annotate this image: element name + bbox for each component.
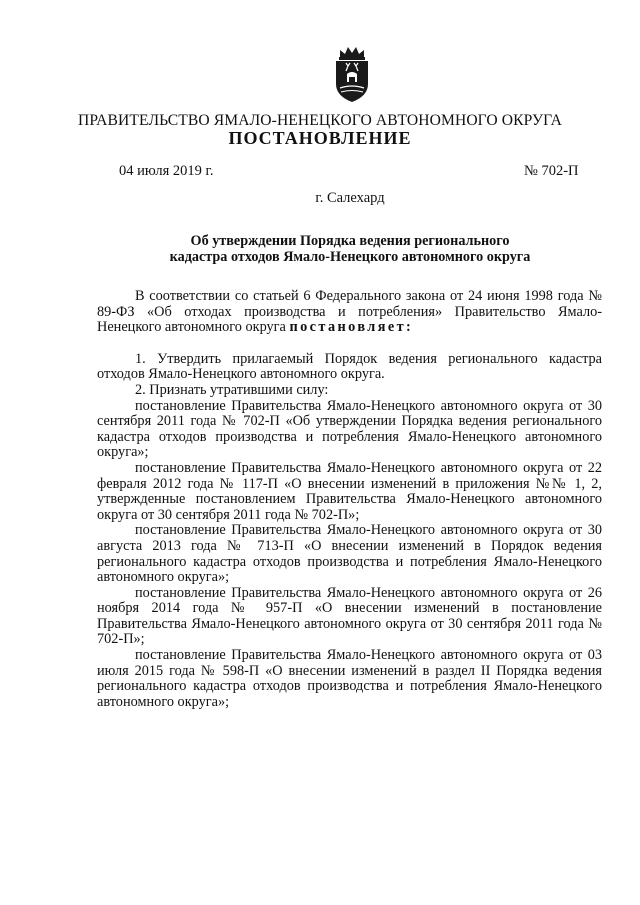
repealed-decree-3: постановление Правительства Ямало-Ненецкого автономного округа от 30 августа 2013 года № 713-П «О внесении изменений в Порядок ведения регионального кадастра отходов производства и потребления Ямало-Ненецкого автономного округа»; <box>97 522 602 586</box>
repealed-decree-2: постановление Правительства Ямало-Ненецкого автономного округа от 22 февраля 2012 года № 117-П «О внесении изменений в приложения №№ 1, 2, утвержденные постановлением Правительства Ямало-Ненецкого автономного округа от 30 сентября 2011 года № 702-П»; <box>97 459 602 523</box>
document-number: № 702-П <box>524 163 579 179</box>
preamble-paragraph <box>97 289 602 336</box>
repealed-decree-5: постановление Правительства Ямало-Ненецкого автономного округа от 03 июля 2015 года № 598-П «О внесении изменений в раздел II Порядка ведения регионального кадастра отходов производства и потребления Ямало-Ненецкого автономного округа»; <box>97 647 602 710</box>
document-city: г. Салехард <box>315 190 385 206</box>
title-line-2: кадастра отходов Ямало-Ненецкого автономного округа <box>169 249 531 265</box>
title-line-1: Об утверждении Порядка ведения регионального <box>190 233 510 249</box>
item-2-paragraph: 2. Признать утратившими силу: <box>135 381 329 398</box>
document-date: 04 июля 2019 г. <box>119 163 214 179</box>
repealed-decree-1: постановление Правительства Ямало-Ненецкого автономного округа от 30 сентября 2011 года № 702-П «Об утверждении Порядка ведения регионального кадастра отходов производства и потребления Ямало-Ненецкого автономного округа»; <box>97 397 602 461</box>
document-type: ПОСТАНОВЛЕНИЕ <box>228 128 412 148</box>
government-name: ПРАВИТЕЛЬСТВО ЯМАЛО-НЕНЕЦКОГО АВТОНОМНОГО ОКРУГА <box>78 112 562 129</box>
resolves-word: постановляет: <box>289 319 414 336</box>
document-body <box>97 289 602 710</box>
item-1-paragraph: 1. Утвердить прилагаемый Порядок ведения регионального кадастра отходов Ямало-Ненецкого автономного округа. <box>97 350 602 383</box>
coat-of-arms-icon <box>326 44 378 104</box>
preamble-text: В соответствии со статьей 6 Федерального закона от 24 июня 1998 года № 89-ФЗ «Об отходах производства и потребления» Правительство Ямало-Ненецкого автономного округа <box>97 288 602 336</box>
repealed-decree-4: постановление Правительства Ямало-Ненецкого автономного округа от 26 ноября 2014 года № 957-П «О внесении изменений в постановление Правительства Ямало-Ненецкого автономного округа от 30 сентября 2011 года № 702-П»; <box>97 584 602 648</box>
document-title <box>0 233 640 265</box>
